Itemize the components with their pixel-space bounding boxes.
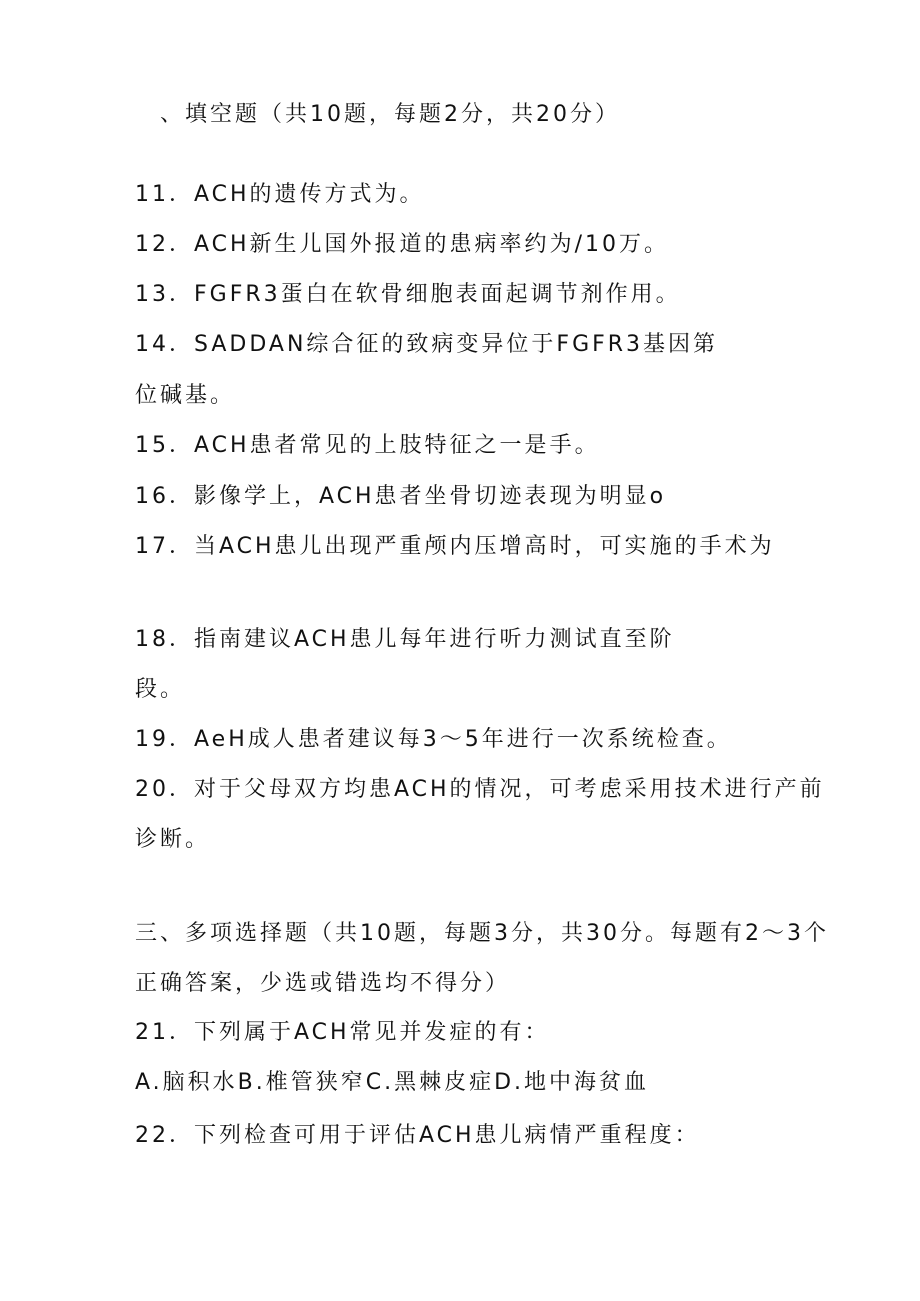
section-heading-multiple-choice-continued: 正确答案，少选或错选均不得分） <box>135 971 511 996</box>
question-18-continued: 段。 <box>135 677 186 702</box>
section-heading-fill-in-blank: 、填空题（共10题，每题2分，共20分） <box>160 102 620 127</box>
question-21-options: A.脑积水B.椎管狭窄C.黑棘皮症D.地中海贫血 <box>135 1070 650 1095</box>
question-15: 15．ACH患者常见的上肢特征之一是手。 <box>135 433 600 458</box>
question-20: 20．对于父母双方均患ACH的情况，可考虑采用技术进行产前 <box>135 777 825 802</box>
question-22: 22．下列检查可用于评估ACH患儿病情严重程度： <box>135 1123 700 1148</box>
question-11: 11．ACH的遗传方式为。 <box>135 182 425 207</box>
question-13: 13．FGFR3蛋白在软骨细胞表面起调节剂作用。 <box>135 282 681 307</box>
question-12: 12．ACH新生儿国外报道的患病率约为/10万。 <box>135 232 669 257</box>
question-14-continued: 位碱基。 <box>135 383 236 408</box>
question-18: 18．指南建议ACH患儿每年进行听力测试直至阶 <box>135 627 675 652</box>
question-17: 17．当ACH患儿出现严重颅内压增高时，可实施的手术为 <box>135 534 775 559</box>
question-19: 19．AeH成人患者建议每3～5年进行一次系统检查。 <box>135 727 732 752</box>
question-20-continued: 诊断。 <box>135 827 211 852</box>
question-21: 21．下列属于ACH常见并发症的有： <box>135 1020 550 1045</box>
question-14: 14．SADDAN综合征的致病变异位于FGFR3基因第 <box>135 332 719 357</box>
question-16: 16．影像学上，ACH患者坐骨切迹表现为明显o <box>135 484 667 509</box>
section-heading-multiple-choice: 三、多项选择题（共10题，每题3分，共30分。每题有2～3个 <box>135 921 829 946</box>
